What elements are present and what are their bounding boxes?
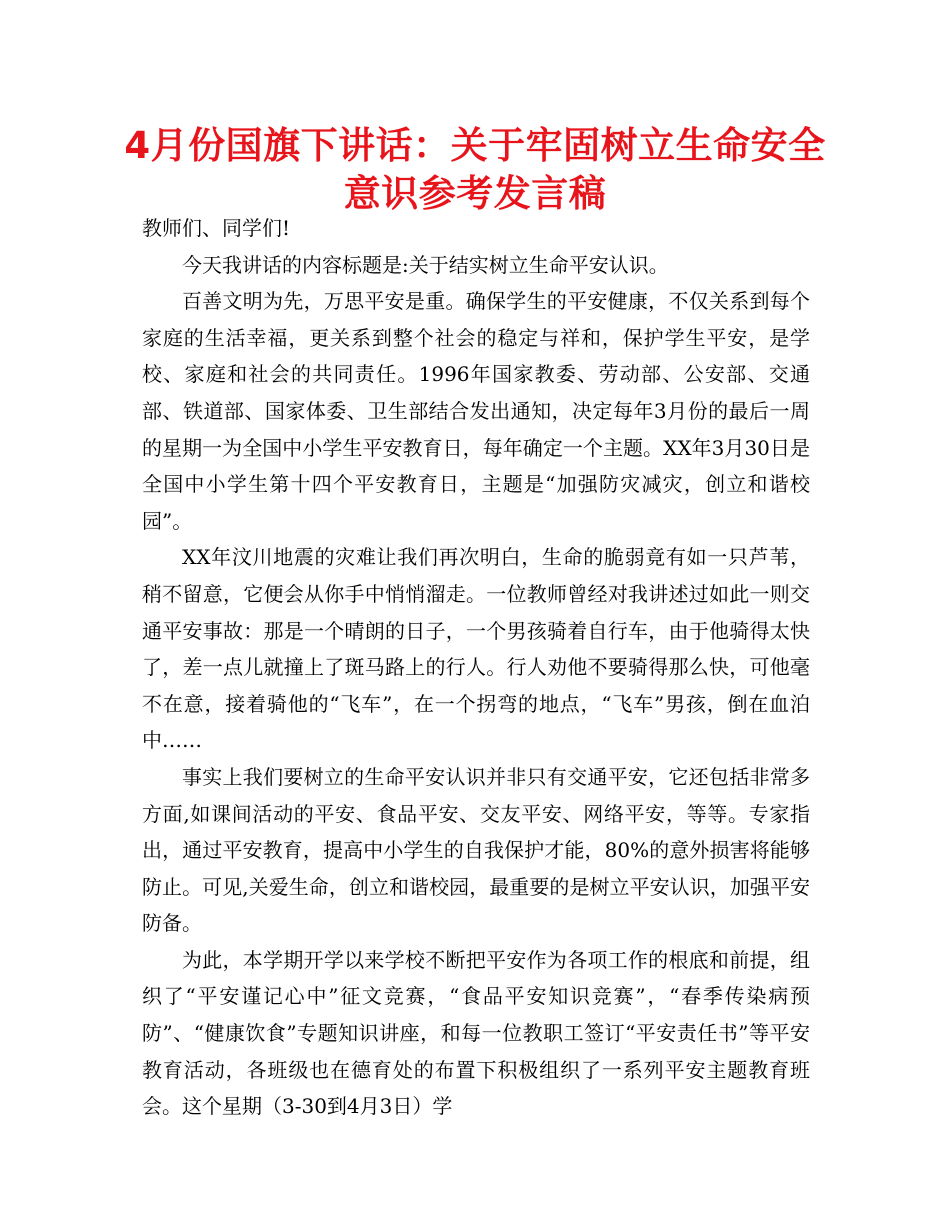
- paragraph: 事实上我们要树立的生命平安认识并非只有交通平安，它还包括非常多方面,如课间活动的平安、食品平安、交友平安、网络平安，等等。专家指出，通过平安教育，提高中小学生的自我保护才能，80%的意外损害将能够防止。可见,关爱生命，创立和谐校园，最重要的是树立平安认识，加强平安防备。: [142, 764, 810, 936]
- document-body: [142, 210, 810, 1125]
- paragraph: 为此，本学期开学以来学校不断把平安作为各项工作的根底和前提，组织了“平安谨记心中”征文竞赛，“食品平安知识竞赛”，“春季传染病预防”、“健康饮食”专题知识讲座，和每一位教职工签订“平安责任书”等平安教育活动，各班级也在德育处的布置下积极组织了一系列平安主题教育班会。这个星期（3-30到4月3日）学: [142, 947, 810, 1119]
- paragraph: XX年汶川地震的灾难让我们再次明白，生命的脆弱竟有如一只芦苇，稍不留意，它便会从你手中悄悄溜走。一位教师曾经对我讲述过如此一则交通平安事故：那是一个晴朗的日子，一个男孩骑着自行车，由于他骑得太快了，差一点儿就撞上了斑马路上的行人。行人劝他不要骑得那么快，可他毫不在意，接着骑他的“飞车”，在一个拐弯的地点，“飞车”男孩，倒在血泊中……: [142, 545, 810, 753]
- salutation: 教师们、同学们!: [142, 216, 291, 240]
- document-title: 4月份国旗下讲话：关于牢固树立生命安全意识参考发言稿: [124, 124, 826, 215]
- paragraph: 百善文明为先，万思平安是重。确保学生的平安健康，不仅关系到每个家庭的生活幸福，更关系到整个社会的稳定与祥和，保护学生平安，是学校、家庭和社会的共同责任。1996年国家教委、劳动部、公安部、交通部、铁道部、国家体委、卫生部结合发出通知，决定每年3月份的最后一周的星期一为全国中小学生平安教育日，每年确定一个主题。XX年3月30日是全国中小学生第十四个平安教育日，主题是“加强防灾减灾，创立和谐校园”。: [142, 289, 810, 533]
- paragraph: 今天我讲话的内容标题是:关于结实树立生命平安认识。: [182, 252, 669, 277]
